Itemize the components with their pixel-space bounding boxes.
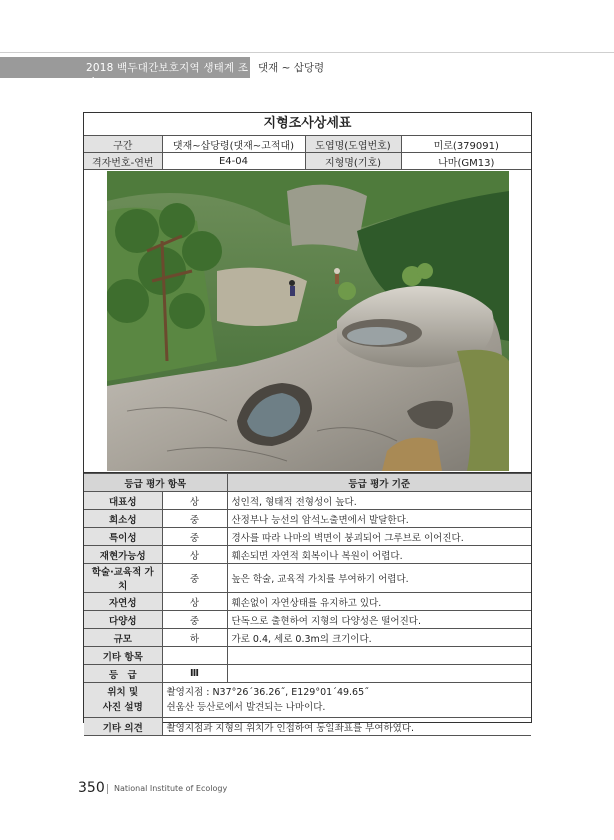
grade-value: 상 <box>162 593 227 611</box>
grade-item: 자연성 <box>84 593 162 611</box>
section-label: 구간 <box>84 136 162 153</box>
sheet-title: 지형조사상세표 <box>84 113 531 136</box>
running-header-bar <box>0 57 250 89</box>
report-title: 2018 백두대간보호지역 생태계 조사 <box>86 62 249 89</box>
page-number: 350 <box>78 780 105 796</box>
grade-description: 성인적, 형태적 전형성이 높다. <box>227 492 531 510</box>
grade-row <box>84 593 531 611</box>
grade-value: 중 <box>162 528 227 546</box>
grade-value: 중 <box>162 510 227 528</box>
top-rule <box>0 52 614 53</box>
grade-value <box>162 647 227 665</box>
grade-value: 하 <box>162 629 227 647</box>
grade-row <box>84 611 531 629</box>
location-row <box>84 683 531 718</box>
grid-label: 격자번호-연번 <box>84 153 162 170</box>
grade-description: 단독으로 출현하여 지형의 다양성은 떨어진다. <box>227 611 531 629</box>
location-label-line-1: 위치 및 <box>107 687 139 698</box>
grade-value: 중 <box>162 564 227 593</box>
grade-row <box>84 647 531 665</box>
grade-row <box>84 665 531 683</box>
grade-description: 산정부나 능선의 암석노출면에서 발달한다. <box>227 510 531 528</box>
grade-row <box>84 564 531 593</box>
grade-item: 등 급 <box>84 665 162 683</box>
institute-name: National Institute of Ecology <box>114 784 228 793</box>
grade-item: 기타 항목 <box>84 647 162 665</box>
other-label: 기타 의견 <box>84 718 162 736</box>
grade-item: 특이성 <box>84 528 162 546</box>
grade-value: 상 <box>162 492 227 510</box>
location-label-line-2: 사진 설명 <box>102 702 143 713</box>
grade-criteria-header: 등급 평가 기준 <box>227 474 531 492</box>
grade-value: 상 <box>162 546 227 564</box>
grade-row <box>84 492 531 510</box>
grade-item: 대표성 <box>84 492 162 510</box>
section-value: 댓재~삽당령(댓재~고적대) <box>162 136 305 153</box>
grade-description <box>227 647 531 665</box>
info-row-2 <box>84 153 531 170</box>
grade-description: 가로 0.4, 세로 0.3m의 크기이다. <box>227 629 531 647</box>
grade-description <box>227 665 531 683</box>
photo-area <box>84 170 531 473</box>
grade-value: Ⅲ <box>162 665 227 683</box>
landform-survey-sheet <box>83 112 532 734</box>
grade-value: 중 <box>162 611 227 629</box>
location-description <box>162 683 531 718</box>
section-title: 댓재 ~ 삽당령 <box>258 62 325 74</box>
landform-value: 나마(GM13) <box>401 153 531 170</box>
grade-item: 희소성 <box>84 510 162 528</box>
grade-description: 훼손되면 자연적 회복이나 복원이 어렵다. <box>227 546 531 564</box>
grade-item-header: 등급 평가 항목 <box>84 474 227 492</box>
grade-header-row <box>84 474 531 492</box>
other-row <box>84 718 531 736</box>
map-value: 미로(379091) <box>401 136 531 153</box>
grade-row <box>84 510 531 528</box>
grade-row <box>84 528 531 546</box>
location-coordinates: 촬영지점 : N37°26´36.26˝, E129°01´49.65˝ <box>166 687 369 698</box>
info-row-1 <box>84 136 531 153</box>
grid-value: E4-04 <box>162 153 305 170</box>
grade-description: 훼손없이 자연상태를 유지하고 있다. <box>227 593 531 611</box>
grade-item: 규모 <box>84 629 162 647</box>
location-photo-note: 쉰움산 등산로에서 발견되는 나마이다. <box>166 702 326 713</box>
grade-item: 다양성 <box>84 611 162 629</box>
grade-row <box>84 629 531 647</box>
grade-description: 경사를 따라 나마의 벽면이 붕괴되어 그루브로 이어진다. <box>227 528 531 546</box>
grade-description: 높은 학술, 교육적 가치를 부여하기 어렵다. <box>227 564 531 593</box>
grade-item: 학술·교육적 가치 <box>84 564 162 593</box>
grade-table <box>84 473 531 736</box>
grade-item: 재현가능성 <box>84 546 162 564</box>
other-value: 촬영지점과 지형의 위치가 인접하여 동일좌표를 부여하였다. <box>162 718 531 736</box>
landform-photo <box>107 171 509 471</box>
map-label: 도엽명(도엽번호) <box>305 136 401 153</box>
info-table <box>84 135 531 170</box>
location-label <box>84 683 162 718</box>
landform-label: 지형명(기호) <box>305 153 401 170</box>
grade-row <box>84 546 531 564</box>
footer-separator <box>107 784 108 794</box>
